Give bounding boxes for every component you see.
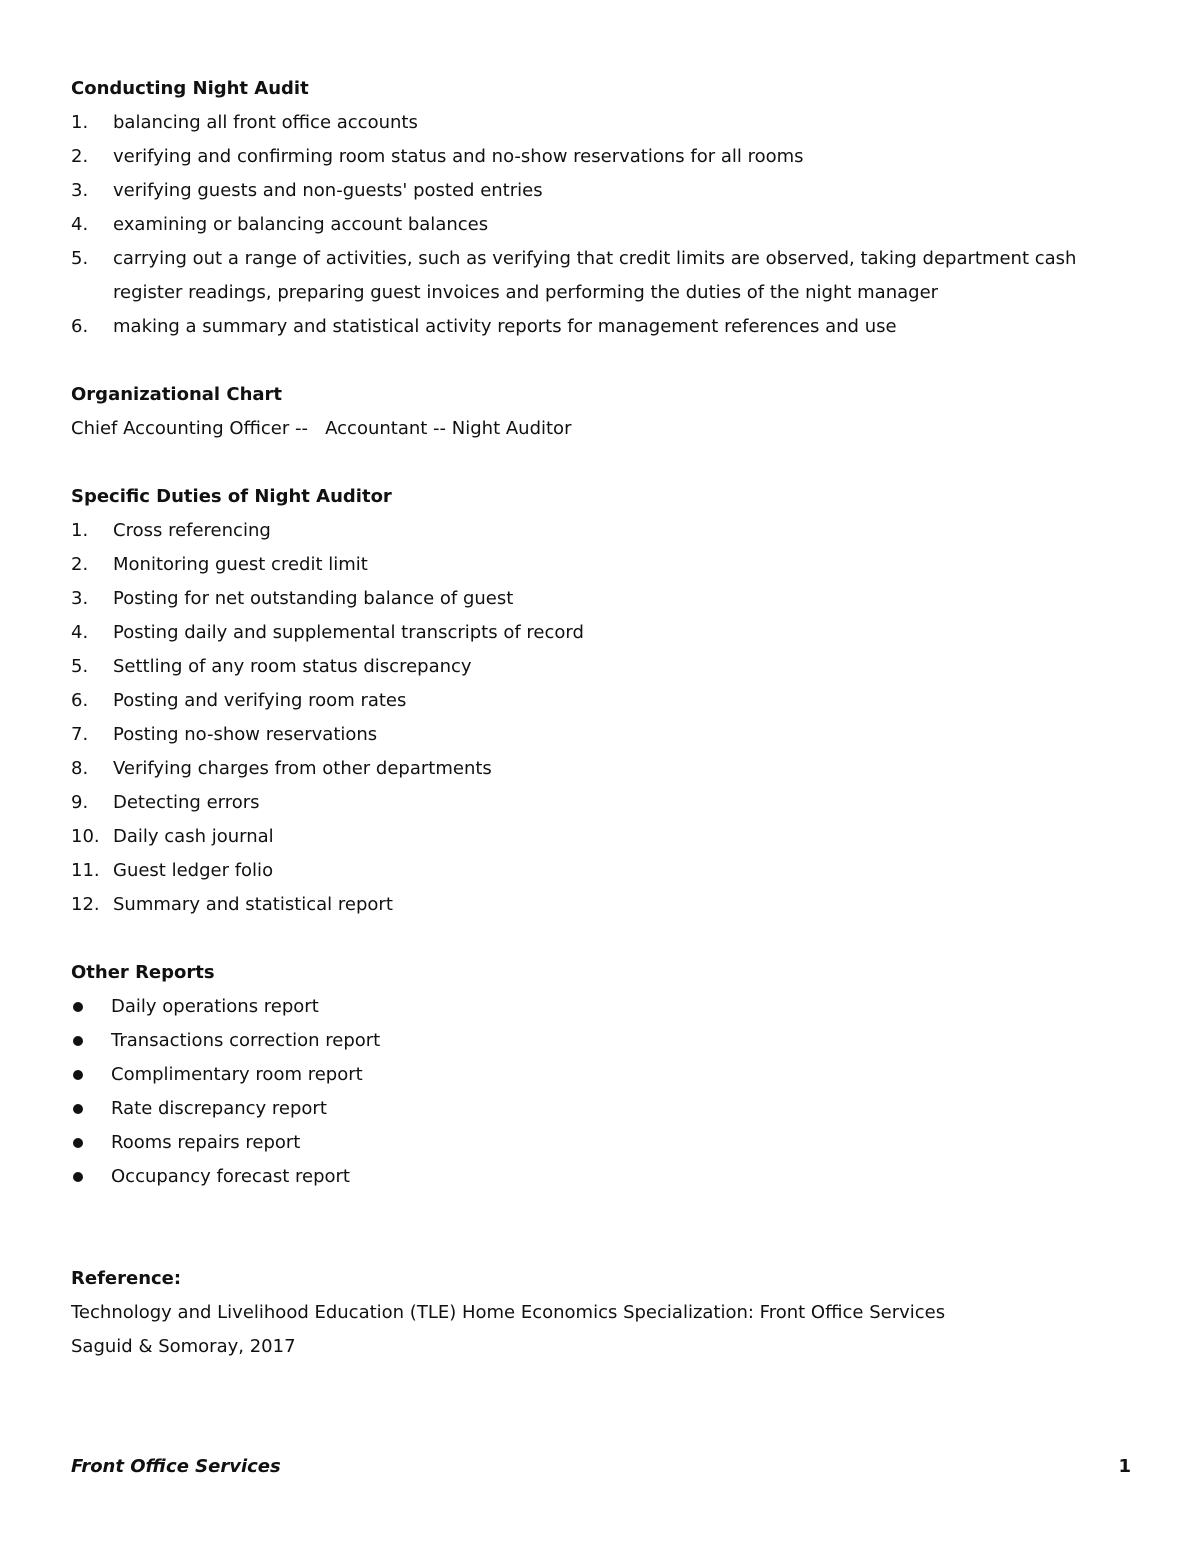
- list-text: Complimentary room report: [111, 1064, 363, 1085]
- list-item: [71, 752, 1133, 786]
- list-item: [71, 786, 1133, 820]
- list-number: 2.: [71, 554, 89, 575]
- section-spacer: [71, 446, 1133, 480]
- list-item: [71, 650, 1133, 684]
- list-number: 1.: [71, 112, 89, 133]
- list-text: carrying out a range of activities, such as verifying that credit limits are observed, taking department cash register readings, preparing guest invoices and performing the duties of the night manager: [113, 248, 1077, 303]
- night-audit-heading: Conducting Night Audit: [71, 78, 309, 99]
- document-body: [71, 72, 1133, 1364]
- list-text: Posting for net outstanding balance of guest: [113, 588, 514, 609]
- list-item: [71, 548, 1133, 582]
- other-reports-list: [71, 990, 1133, 1194]
- list-text: Rate discrepancy report: [111, 1098, 327, 1119]
- list-item: [71, 684, 1133, 718]
- list-text: Guest ledger folio: [113, 860, 274, 881]
- list-item: [71, 106, 1133, 140]
- list-text: examining or balancing account balances: [113, 214, 489, 235]
- list-item: [71, 174, 1133, 208]
- list-number: 3.: [71, 588, 89, 609]
- list-text: Detecting errors: [113, 792, 260, 813]
- list-number: 6.: [71, 690, 89, 711]
- list-item: [71, 514, 1133, 548]
- list-text: making a summary and statistical activity reports for management references and use: [113, 316, 897, 337]
- list-text: Monitoring guest credit limit: [113, 554, 368, 575]
- reference-heading: Reference:: [71, 1268, 182, 1289]
- list-number: 4.: [71, 622, 89, 643]
- duties-list: [71, 514, 1133, 922]
- list-number: 3.: [71, 180, 89, 201]
- list-text: Settling of any room status discrepancy: [113, 656, 472, 677]
- list-text: Transactions correction report: [111, 1030, 381, 1051]
- list-item: [71, 718, 1133, 752]
- list-number: 10.: [71, 826, 100, 847]
- list-number: 4.: [71, 214, 89, 235]
- reference-line-2: Saguid & Somoray, 2017: [71, 1336, 296, 1357]
- bullet-icon: [73, 1172, 83, 1182]
- bullet-icon: [73, 1070, 83, 1080]
- other-reports-heading: Other Reports: [71, 962, 215, 983]
- list-number: 1.: [71, 520, 89, 541]
- footer-title: Front Office Services: [71, 1456, 281, 1477]
- org-chart-text: Chief Accounting Officer -- Accountant -- Night Auditor: [71, 418, 572, 439]
- list-text: Cross referencing: [113, 520, 271, 541]
- list-text: verifying guests and non-guests' posted entries: [113, 180, 543, 201]
- page-number: 1: [1118, 1456, 1131, 1477]
- bullet-icon: [73, 1002, 83, 1012]
- list-text: Posting no-show reservations: [113, 724, 378, 745]
- bullet-icon: [73, 1138, 83, 1148]
- section-spacer: [71, 1194, 1133, 1262]
- reference-line-1: Technology and Livelihood Education (TLE) Home Economics Specialization: Front Office Services: [71, 1302, 946, 1323]
- section-spacer: [71, 922, 1133, 956]
- list-item: [71, 1126, 1133, 1160]
- list-item: [71, 582, 1133, 616]
- org-chart-heading: Organizational Chart: [71, 384, 283, 405]
- bullet-icon: [73, 1104, 83, 1114]
- night-audit-list: [71, 106, 1133, 344]
- list-item: [71, 820, 1133, 854]
- list-item: [71, 140, 1133, 174]
- section-spacer: [71, 344, 1133, 378]
- list-item: [71, 1160, 1133, 1194]
- list-number: 5.: [71, 656, 89, 677]
- list-item: [71, 1092, 1133, 1126]
- list-text: balancing all front office accounts: [113, 112, 418, 133]
- list-item: [71, 1024, 1133, 1058]
- list-number: 7.: [71, 724, 89, 745]
- list-number: 12.: [71, 894, 100, 915]
- list-text: Posting and verifying room rates: [113, 690, 407, 711]
- list-number: 5.: [71, 248, 89, 269]
- list-number: 8.: [71, 758, 89, 779]
- list-text: Summary and statistical report: [113, 894, 393, 915]
- bullet-icon: [73, 1036, 83, 1046]
- list-text: Rooms repairs report: [111, 1132, 301, 1153]
- list-number: 6.: [71, 316, 89, 337]
- list-text: Occupancy forecast report: [111, 1166, 350, 1187]
- list-item: [71, 1058, 1133, 1092]
- list-item: [71, 208, 1133, 242]
- list-number: 2.: [71, 146, 89, 167]
- list-text: Daily cash journal: [113, 826, 274, 847]
- list-number: 9.: [71, 792, 89, 813]
- list-text: Posting daily and supplemental transcripts of record: [113, 622, 584, 643]
- list-item: [71, 888, 1133, 922]
- duties-heading: Specific Duties of Night Auditor: [71, 486, 392, 507]
- list-text: Daily operations report: [111, 996, 319, 1017]
- list-item: [71, 242, 1133, 310]
- page-footer: [71, 1450, 1131, 1484]
- list-number: 11.: [71, 860, 100, 881]
- list-item: [71, 990, 1133, 1024]
- list-text: verifying and confirming room status and no-show reservations for all rooms: [113, 146, 804, 167]
- list-item: [71, 310, 1133, 344]
- list-item: [71, 854, 1133, 888]
- list-item: [71, 616, 1133, 650]
- list-text: Verifying charges from other departments: [113, 758, 492, 779]
